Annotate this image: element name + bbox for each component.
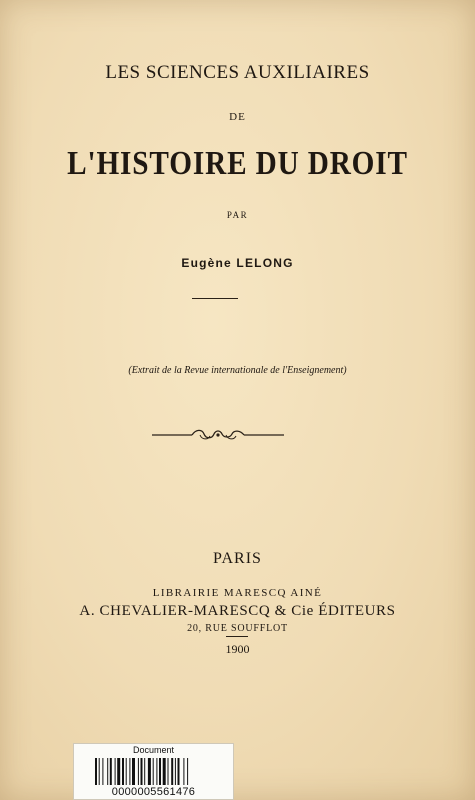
imprint-city: PARIS [213,550,262,567]
author-name: Eugène LELONG [181,256,294,270]
barcode-bar [178,758,180,785]
divider-rule [192,298,238,299]
main-title: L'HISTOIRE DU DROIT [67,145,408,182]
barcode-bar [183,758,184,785]
barcode-icon [95,758,213,785]
barcode-bar [102,758,103,785]
barcode-bar [144,758,145,785]
imprint-rule [226,636,248,637]
imprint-address: 20, RUE SOUFFLOT [187,623,288,634]
barcode-bar [132,758,135,785]
barcode-bar [153,758,154,785]
barcode-bar [163,758,166,785]
barcode-bar [99,758,100,785]
barcode-bar [95,758,97,785]
barcode-bar [168,758,169,785]
barcode-bar [138,758,139,785]
barcode-bar [141,758,143,785]
imprint-bookshop: LIBRAIRIE MARESCQ AINÉ [152,587,323,599]
barcode-bar [129,758,130,785]
barcode-bar [117,758,120,785]
barcode-bar [110,758,112,785]
title-line-2: DE [229,111,246,123]
barcode-bar [156,758,157,785]
barcode-bar [171,758,173,785]
barcode-bar [115,758,116,785]
label-title: Document [132,745,175,755]
title-line-1: LES SCIENCES AUXILIAIRES [105,62,370,83]
label-number: 0000005561476 [111,786,196,798]
barcode-bar [122,758,124,785]
barcode-bar [187,758,188,785]
barcode-bar [107,758,108,785]
barcode-bar [148,758,151,785]
extract-note: (Extrait de la Revue internationale de l'Enseignement) [128,365,347,376]
barcode-bar [126,758,127,785]
ornament-flourish [152,426,284,444]
imprint-year: 1900 [225,642,250,656]
barcode-label [73,743,234,800]
barcode-bar [175,758,176,785]
barcode-bar [159,758,161,785]
by-label: PAR [226,210,249,220]
imprint-publisher: A. CHEVALIER-MARESCQ & Cie ÉDITEURS [79,603,396,619]
